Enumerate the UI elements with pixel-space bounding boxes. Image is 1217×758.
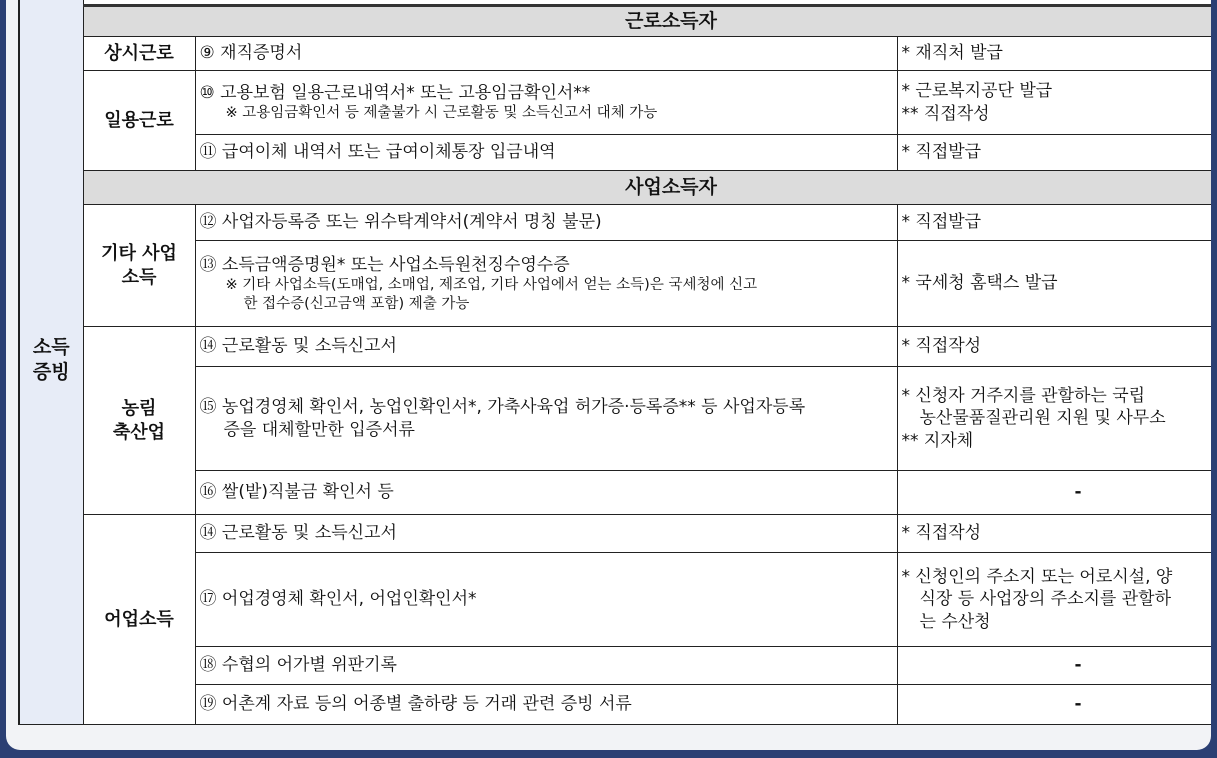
issuer-15-b: 농산물품질관리원 지원 및 사무소 xyxy=(919,408,1166,429)
issuer-10-cell xyxy=(897,71,1211,135)
category-other-business xyxy=(83,205,195,327)
doc-13-note2: 한 접수증(신고금액 포함) 제출 가능 xyxy=(243,295,470,312)
table-row xyxy=(19,327,1211,367)
side-label-cell xyxy=(19,0,83,725)
doc-10: ⑩ 고용보험 일용근로내역서* 또는 고용임금확인서** xyxy=(199,83,591,104)
issuer-17-cell xyxy=(897,553,1211,647)
side-label-line2: 증빙 xyxy=(32,361,70,383)
doc-13-cell xyxy=(195,241,897,327)
income-proof-table xyxy=(18,0,1211,725)
table-row xyxy=(19,37,1211,71)
issuer-17-a: * 신청인의 주소지 또는 어로시설, 양 xyxy=(901,567,1173,588)
section-row-business xyxy=(19,171,1211,205)
doc-15-line2: 증을 대체할만한 입증서류 xyxy=(223,419,415,440)
category-regular: 상시근로 xyxy=(83,37,195,71)
issuer-14a: * 직접작성 xyxy=(897,327,1211,367)
doc-12: ⑫ 사업자등록증 또는 위수탁계약서(계약서 명칭 불문) xyxy=(195,205,897,241)
doc-14b: ⑭ 근로활동 및 소득신고서 xyxy=(195,515,897,553)
issuer-17-c: 는 수산청 xyxy=(919,611,991,632)
category-other-business-line2: 소득 xyxy=(121,266,157,288)
category-agri-line1: 농림 xyxy=(121,398,157,420)
issuer-15-a: * 신청자 거주지를 관할하는 국립 xyxy=(901,386,1146,407)
issuer-12: * 직접발급 xyxy=(897,205,1211,241)
table-row xyxy=(19,241,1211,327)
table-row xyxy=(19,647,1211,685)
doc-9: ⑨ 재직증명서 xyxy=(195,37,897,71)
side-label-line1: 소득 xyxy=(32,336,70,359)
issuer-14b: * 직접작성 xyxy=(897,515,1211,553)
issuer-11: * 직접발급 xyxy=(897,135,1211,171)
issuer-13: * 국세청 홈택스 발급 xyxy=(897,241,1211,327)
doc-16: ⑯ 쌀(밭)직불금 확인서 등 xyxy=(195,471,897,515)
doc-15-cell xyxy=(195,367,897,471)
doc-15-line1: ⑮ 농업경영체 확인서, 농업인확인서*, 가축사육업 허가증·등록증** 등 사업자등록 xyxy=(199,397,806,418)
doc-17: ⑰ 어업경영체 확인서, 어업인확인서* xyxy=(195,553,897,647)
doc-19: ⑲ 어촌계 자료 등의 어종별 출하량 등 거래 관련 증빙 서류 xyxy=(195,685,897,725)
table-row xyxy=(19,515,1211,553)
table-row xyxy=(19,135,1211,171)
category-other-business-line1: 기타 사업 xyxy=(101,243,177,265)
issuer-15-c: ** 지자체 xyxy=(901,430,974,451)
issuer-17-b: 식장 등 사업장의 주소지를 관할하 xyxy=(919,589,1172,610)
category-agri-line2: 축산업 xyxy=(112,421,166,443)
section-earned: 근로소득자 xyxy=(83,6,1211,37)
doc-14a: ⑭ 근로활동 및 소득신고서 xyxy=(195,327,897,367)
table-row xyxy=(19,205,1211,241)
category-fishery: 어업소득 xyxy=(83,515,195,725)
doc-11: ⑪ 급여이체 내역서 또는 급여이체통장 입금내역 xyxy=(195,135,897,171)
issuer-19: - xyxy=(897,685,1211,725)
section-row-earned xyxy=(19,6,1211,37)
doc-10-cell xyxy=(195,71,897,135)
doc-13: ⑬ 소득금액증명원* 또는 사업소득원천징수영수증 xyxy=(199,254,570,275)
table-row xyxy=(19,367,1211,471)
table-row xyxy=(19,685,1211,725)
issuer-16: - xyxy=(897,471,1211,515)
doc-13-note1: ※ 기타 사업소득(도매업, 소매업, 제조업, 기타 사업에서 얻는 소득)은 국세청에 신고 xyxy=(225,276,758,293)
table-row xyxy=(19,553,1211,647)
issuer-18: - xyxy=(897,647,1211,685)
issuer-10-b: ** 직접작성 xyxy=(901,103,990,124)
category-daily: 일용근로 xyxy=(83,71,195,171)
category-agri xyxy=(83,327,195,515)
doc-10-note: ※ 고용임금확인서 등 제출불가 시 근로활동 및 소득신고서 대체 가능 xyxy=(225,105,658,122)
issuer-9: * 재직처 발급 xyxy=(897,37,1211,71)
document-frame xyxy=(6,0,1211,750)
doc-18: ⑱ 수협의 어가별 위판기록 xyxy=(195,647,897,685)
section-business: 사업소득자 xyxy=(83,171,1211,205)
table-row xyxy=(19,71,1211,135)
issuer-15-cell xyxy=(897,367,1211,471)
issuer-10-a: * 근로복지공단 발급 xyxy=(901,81,1053,102)
table-row xyxy=(19,471,1211,515)
